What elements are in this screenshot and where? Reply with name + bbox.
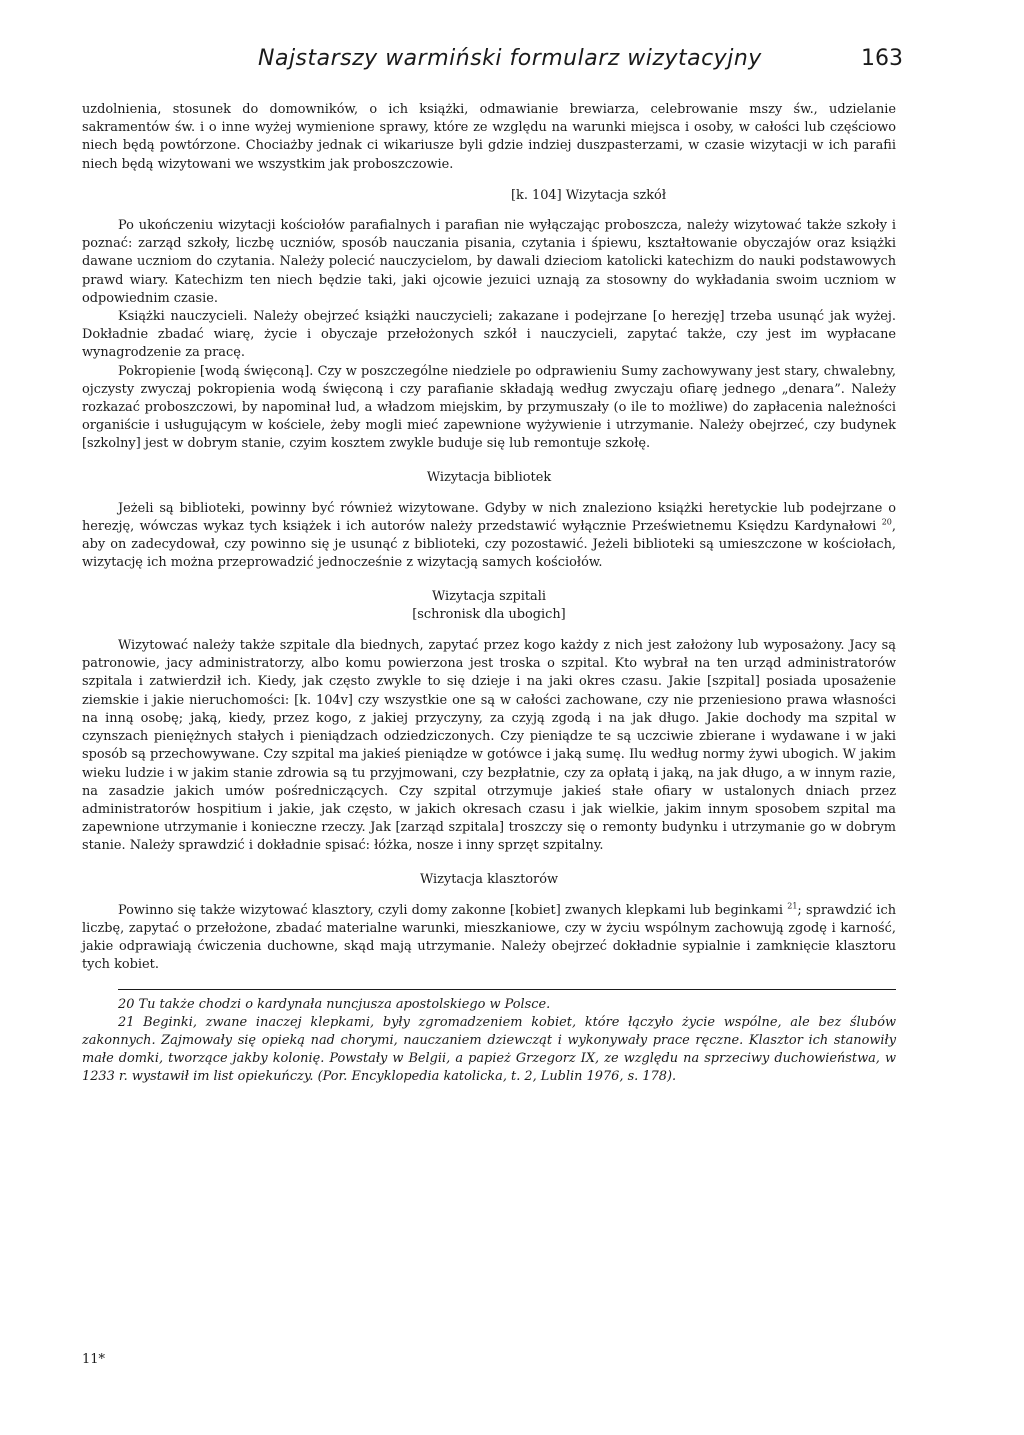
- footnote-divider: [118, 989, 896, 990]
- convents-paragraph: [82, 902, 896, 975]
- running-header-title: Najstarszy warmiński formularz wizytacyjny: [258, 46, 762, 71]
- heading-hospitals-line-1: Wizytacja szpitali: [432, 588, 546, 604]
- page-number: 163: [861, 46, 903, 71]
- section-heading-hospitals: [82, 588, 896, 624]
- schools-paragraph-1: Po ukończeniu wizytacji kościołów parafialnych i parafian nie wyłączając proboszcza, należy wizytować także szkoły i poznać: zarząd szkoły, liczbę uczniów, sposób nauczania pisania, czytania i śpiewu, kształtowanie obyczajów oraz książki dawane uczniom do czytania. Należy polecić nauczycielom, by dawali dzieciom katolicki katechizm do nauki podstawowych prawd wiary. Katechizm ten niech będzie taki, jaki ojcowie jezuici uznają za stosowny do wykładania swoim uczniom w odpowiednim czasie.: [82, 218, 896, 306]
- page-body: [82, 101, 896, 1087]
- convents-text-end: ; sprawdzić ich liczbę, zapytać o przełożone, zbadać materialne warunki, mieszkaniowe, czy w życiu wspólnym zachowują zgodę i karność, jakie odprawiają ćwiczenia duchowne, skąd mają utrzymanie. Należy obejrzeć dokładnie sypialnie i zamknięcie klasztoru tych kobiet.: [82, 902, 896, 973]
- footnote-ref-20: 20: [881, 517, 892, 527]
- intro-paragraph: uzdolnienia, stosunek do domowników, o ich książki, odmawianie brewiarza, celebrowanie mszy św., udzielanie sakramentów św. i o inne wyżej wymienione sprawy, które ze względu na warunki miejsca i osoby, w całości lub częściowo niech będą powtórzone. Chociażby jednak ci wikariusze byli gdzie indziej duszpasterzami, w czasie wizytacji w ich parafii niech będą wizytowani we wszystkim jak proboszczowie.: [82, 102, 896, 172]
- heading-hospitals-line-2: [schronisk dla ubogich]: [412, 606, 566, 622]
- section-heading-convents: Wizytacja klasztorów: [419, 871, 558, 887]
- libraries-paragraph: [82, 500, 896, 573]
- footnote-ref-21: 21: [787, 901, 798, 911]
- footnotes: [82, 996, 896, 1087]
- libraries-text-start: Jeżeli są biblioteki, powinny być również wizytowane. Gdyby w nich znaleziono książki heretyckie lub podejrzane o herezję, wówczas wykaz tych książek i ich autorów należy przedstawić wyłącznie Prześwietnemu Księdzu Kardynałowi: [82, 500, 896, 535]
- libraries-text-end: , aby on zadecydował, czy powinno się je usunąć z biblioteki, czy pozostawić. Jeżeli biblioteki są umieszczone w kościołach, wizytację ich można przeprowadzić jednocześnie z wizytacją samych kościołów.: [82, 519, 896, 571]
- schools-paragraph-3: Pokropienie [wodą święconą]. Czy w poszczególne niedziele po odprawieniu Sumy zachowywany jest stary, chwalebny, ojczysty zwyczaj pokropienia wodą święconą i czy parafianie składają według zwyczaju ofiarę jednego „denara”. Należy rozkazać proboszczowi, by napominał lud, a władzom miejskim, by przymuszały (o ile to możliwe) do zapłacenia należności organiście i usługującym w kościele, żeby mogli mieć zapewnione wyżywienie i utrzymanie. Należy obejrzeć, czy budynek [szkolny] jest w dobrym stanie, czyim kosztem zwykle buduje się lub remontuje szkołę.: [82, 363, 896, 452]
- schools-paragraph-2: Książki nauczycieli. Należy obejrzeć książki nauczycieli; zakazane i podejrzane [o herezję] trzeba usunąć jak wyżej. Dokładnie zbadać wiarę, życie i obyczaje przełożonych szkół i nauczycieli, zapytać także, czy jest im wypłacane wynagrodzenie za pracę.: [82, 309, 896, 361]
- footnote-20: 20 Tu także chodzi o kardynała nuncjusza apostolskiego w Polsce.: [118, 996, 551, 1012]
- section-heading-schools: [k. 104] Wizytacja szkół: [510, 187, 666, 203]
- section-heading-libraries: Wizytacja bibliotek: [426, 469, 552, 485]
- hospitals-paragraph: Wizytować należy także szpitale dla biednych, zapytać przez kogo każdy z nich jest założony lub wyposażony. Jacy są patronowie, jacy administratorzy, albo komu powierzona jest troska o szpital. Kto wybrał na ten urząd administratorów szpitala i zatwierdził ich. Kiedy, jak często zwykle to się dzieje i na jaki okres czasu. Jakie [szpital] posiada uposażenie ziemskie i jakie nieruchomości: [k. 104v] czy wszystkie one są w całości zachowane, czy nie przeniesiono prawa własności na inną osobę; jaką, kiedy, przez kogo, z jakiej przyczyny, za czyją zgodą i na jak długo. Jakie dochody ma szpital w czynszach pieniężnych stałych i pieniądzach odziedziczonych. Czy pieniądze te są uczciwie zbierane i wydawane i w jaki sposób są przechowywane. Czy szpital ma jakieś pieniądze w gotówce i jaką sumę. Ilu według normy żywi ubogich. W jakim wieku ludzie i w jakim stanie zdrowia są tu przyjmowani, czy bezpłatnie, czy za opłatą i jaką, na jak długo, a w innym razie, na zasadzie jakich umów pośredniczących. Czy szpital otrzymuje jakieś stałe ofiary w ustalonych dniach przez administratorów hospitium i jakie, jak często, w jakich okresach czasu i jak wielkie, jakim innym sposobem szpital ma zapewnione utrzymanie i konieczne rzeczy. Jak [zarząd szpitala] troszczy się o remonty budynku i utrzymanie go w dobrym stanie. Należy sprawdzić i dokładnie spisać: łóżka, nosze i inny sprzęt szpitalny.: [82, 638, 896, 854]
- convents-text-start: Powinno się także wizytować klasztory, czyli domy zakonne [kobiet] zwanych klepkami lub beginkami: [118, 902, 783, 918]
- footnote-21: 21 Beginki, zwane inaczej klepkami, były zgromadzeniem kobiet, które łączyło życie wspólne, ale bez ślubów zakonnych. Zajmowały się opieką nad chorymi, nauczaniem dziewcząt i wykonywały prace ręczne. Klasztor ich stanowiły małe domki, tworzące jakby kolonię. Powstały w Belgii, a papież Grzegorz IX, ze względu na sprzeciwy duchowieństwa, w 1233 r. wystawił im list opiekuńczy. (Por. Encyklopedia katolicka, t. 2, Lublin 1976, s. 178).: [82, 1014, 896, 1085]
- printer-sheet-mark: 11*: [82, 1352, 106, 1367]
